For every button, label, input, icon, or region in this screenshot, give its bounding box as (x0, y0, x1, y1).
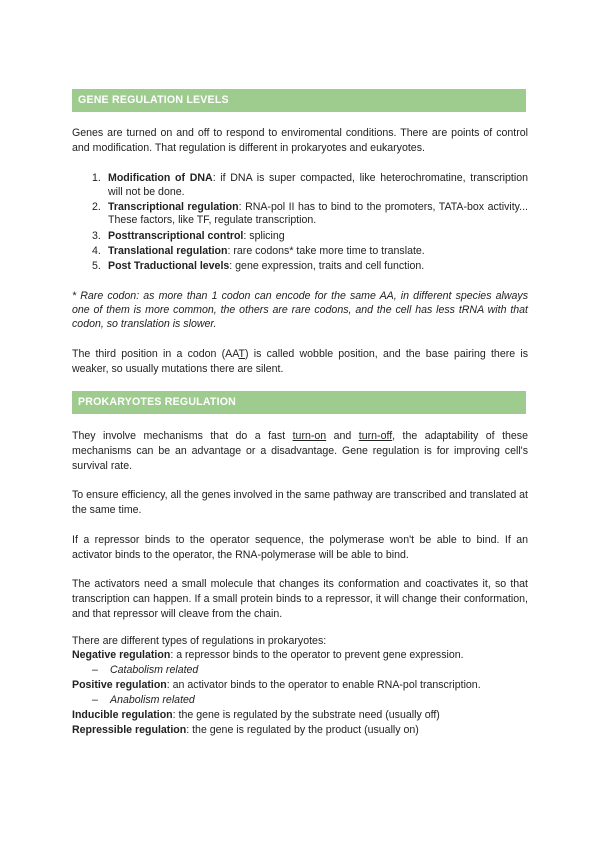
prokaryotes-paragraph-4: The activators need a small molecule that changes its conformation and coactivates it, so that transcription can happen. If a small protein binds to a repressor, it will change their conformation, and that repressor will cleave from the chain. (72, 578, 528, 620)
level-term: Modification of DNA (108, 172, 213, 184)
level-text: : if DNA is super compacted, like heterochromatine, transcription will not be done. (108, 172, 529, 198)
level-term: Post Traductional levels (108, 259, 230, 272)
regulation-types-intro: There are different types of regulations in prokaryotes: (72, 635, 327, 647)
gene-regulation-heading: GENE REGULATION LEVELS (72, 89, 526, 112)
level-term: Posttranscriptional control (108, 229, 244, 242)
level-text: : rare codons* take more time to translate. (227, 244, 425, 257)
gene-regulation-intro: Genes are turned on and off to respond to enviromental conditions. There are points of control and modification. That regulation is different in prokaryotes and eukaryotes. (72, 127, 528, 154)
rare-codon-footnote: * Rare codon: as more than 1 codon can encode for the same AA, in different species always one of them is more common, the others are rare codons, and the cell has less tRNA with that codon, so translation is slower. (72, 290, 528, 331)
list-item: 3. Posttranscriptional control: splicing (92, 229, 285, 242)
positive-regulation: Positive regulation: an activator binds to the operator to enable RNA-pol transcription. (72, 679, 481, 691)
prokaryotes-heading: PROKARYOTES REGULATION (72, 391, 526, 414)
level-term: Translational regulation (108, 244, 228, 257)
level-term: Transcriptional regulation (108, 200, 239, 213)
inducible-regulation: Inducible regulation: the gene is regulated by the substrate need (usually off) (72, 709, 440, 721)
negative-regulation-note: – Catabolism related (92, 664, 199, 676)
list-item: 4. Translational regulation: rare codons* take more time to translate. (92, 244, 425, 257)
level-text: : RNA-pol II has to bind to the promoters, TATA-box activity... These factors, like TF, regulate transcription. (108, 200, 529, 227)
prokaryotes-paragraph-1: They involve mechanisms that do a fast turn-on and turn-off, the adaptability of these mechanisms can be an advantage or a disadvantage. Gene regulation is for improving cell's survival rate. (72, 430, 528, 472)
negative-regulation: Negative regulation: a repressor binds to the operator to prevent gene expression. (72, 649, 464, 661)
list-item: 2. Transcriptional regulation: RNA-pol II has to bind to the promoters, TATA-box activity... These factors, like TF, regulate transcription. (92, 200, 529, 227)
list-item: 1. Modification of DNA: if DNA is super compacted, like heterochromatine, transcription will not be done. (92, 172, 529, 198)
wobble-paragraph: The third position in a codon (AAT) is called wobble position, and the base pairing there is weaker, so usually mutations there are silent. (72, 348, 528, 375)
level-text: : splicing (243, 229, 285, 242)
list-item: 5. Post Traductional levels: gene expression, traits and cell function. (92, 259, 425, 272)
regulation-levels-list (92, 172, 528, 275)
positive-regulation-note: – Anabolism related (92, 694, 195, 706)
prokaryotes-paragraph-2: To ensure efficiency, all the genes involved in the same pathway are transcribed and translated at the same time. (72, 489, 528, 516)
repressible-regulation: Repressible regulation: the gene is regulated by the product (usually on) (72, 724, 419, 736)
level-text: : gene expression, traits and cell function. (229, 259, 425, 272)
prokaryotes-paragraph-3: If a repressor binds to the operator sequence, the polymerase won't be able to bind. If an activator binds to the operator, the RNA-polymerase will be able to bind. (72, 534, 528, 561)
